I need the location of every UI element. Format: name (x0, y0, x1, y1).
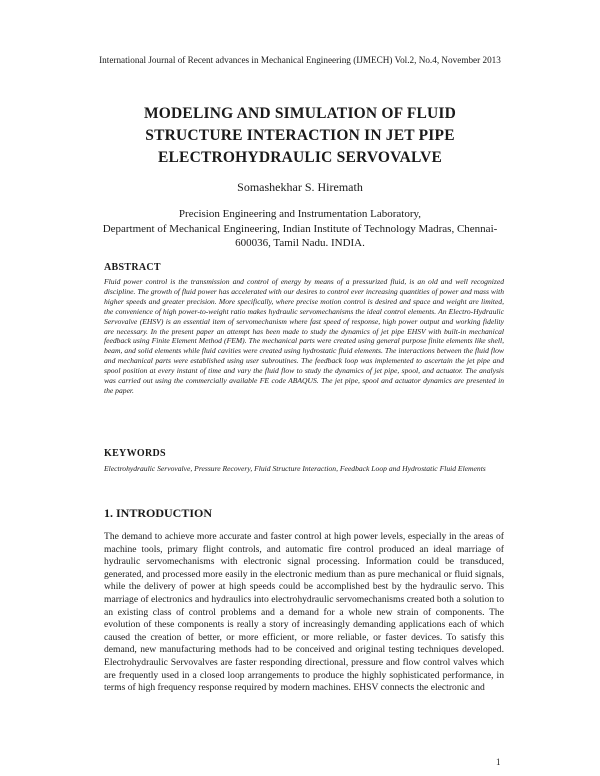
keywords-heading: KEYWORDS (104, 448, 166, 459)
title-line-2: STRUCTURE INTERACTION IN JET PIPE (145, 127, 455, 144)
abstract-heading: ABSTRACT (104, 262, 161, 273)
page-number: 1 (496, 757, 501, 767)
introduction-heading: 1. INTRODUCTION (104, 506, 213, 520)
title-line-3: ELECTROHYDRAULIC SERVOVALVE (157, 149, 443, 166)
affiliation-line-3: 600036, Tamil Nadu. INDIA. (235, 237, 365, 249)
affiliation (100, 207, 500, 251)
abstract-text: Fluid power control is the transmission and control of energy by means of a pressurized fluid, is an old and well recognized discipline. The growth of fluid power has accelerated with our desires to control ever increasing quantities of power and mass with higher speeds and greater precision. More specifically, where precise motion control is desired and space and weight are limited, the convenience of high power-to-weight ratio makes hydraulic servomechanisms the ideal control elements. An Electro-Hydraulic Servovalve (EHSV) is an essential item of servomechanism where fast speed of response, high power output and working fidelity are necessary. In the present paper an attempt has been made to study the dynamics of jet pipe EHSV with built-in mechanical feedback using Finite Element Method (FEM). The mechanical parts were created using general purpose finite elements like shell, beam, and solid elements while fluid cavities were created using hydrostatic fluid elements. The interactions between the fluid flow and mechanical parts were established using user subroutines. The feedback loop was implemented to ascertain the jet pipe and spool position at every instant of time and vary the fluid flow to study the dynamics of jet pipe, spool, and actuator. The analysis was carried out using the commercially available FE code ABAQUS. The jet pipe, spool and actuator dynamics are presented in the paper. (104, 277, 504, 395)
affiliation-line-2: Department of Mechanical Engineering, Indian Institute of Technology Madras, Chennai- (102, 222, 498, 235)
journal-header: International Journal of Recent advances in Mechanical Engineering (IJMECH) Vol.2, No.4, November 2013 (99, 55, 501, 65)
affiliation-line-1: Precision Engineering and Instrumentation Laboratory, (178, 208, 422, 220)
title-line-1: MODELING AND SIMULATION OF FLUID (143, 105, 457, 122)
keywords-text: Electrohydraulic Servovalve, Pressure Recovery, Fluid Structure Interaction, Feedback Loop and Hydrostatic Fluid Elements (104, 464, 486, 473)
introduction-text: The demand to achieve more accurate and faster control at high power levels, especially in the areas of machine tools, primary flight controls, and automatic fire control produced an ideal marriage of hydraulic servomechanisms with electronic signal processing. Information could be transduced, generated, and processed more easily in the electronic medium than as pure mechanical or fluid signals, while the delivery of power at high speeds could be accomplished best by the hydraulic servo. This marriage of electronics and hydraulics into electrohydraulic servomechanisms created both a solution to an existing class of control problems and a demand for a whole new strain of components. The evolution of these components is really a story of increasingly demanding applications each of which caused the creation of better, or more efficient, or more reliable, or faster devices. To satisfy this demand, new manufacturing methods had to be conceived and original testing techniques developed. Electrohydraulic Servovalves are faster responding directional, pressure and flow control valves which are frequently used in a closed loop arrangements to produce the highly sophisticated performance, in terms of high frequency response required by modern machines. EHSV connects the electronic and (104, 531, 504, 694)
paper-title (60, 103, 540, 169)
author-name: Somashekhar S. Hiremath (237, 180, 363, 194)
